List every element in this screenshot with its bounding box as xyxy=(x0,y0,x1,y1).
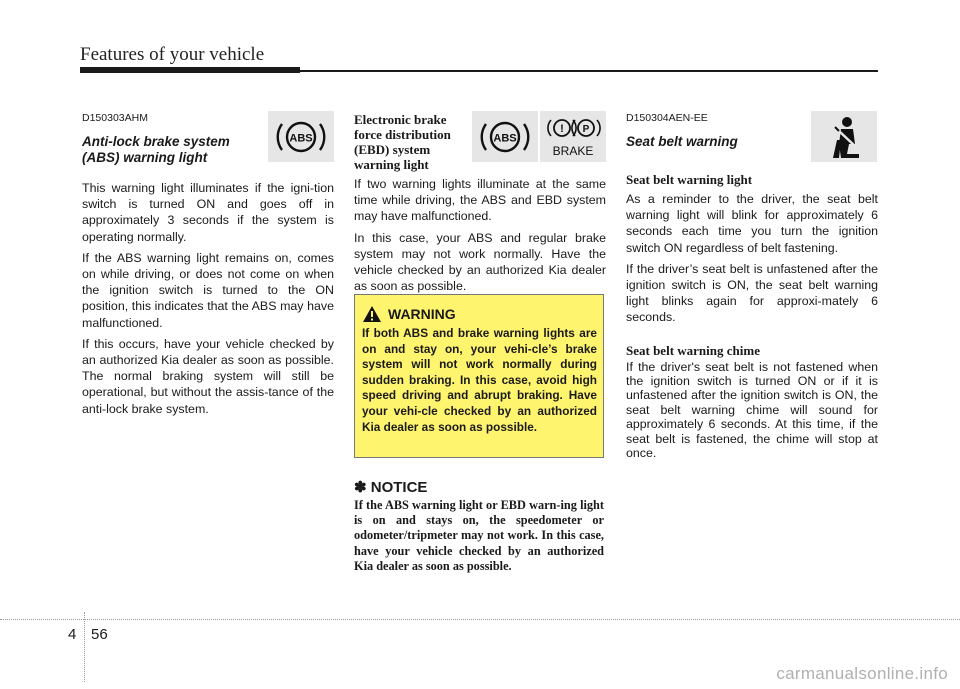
section-heading: Seat belt warning xyxy=(626,134,738,149)
header-rule-thick xyxy=(80,67,300,73)
chapter-number: 4 xyxy=(68,626,77,643)
paragraph: If the driver's seat belt is not fastened when the ignition switch is turned ON or if it is unfastened after the ignition switch is ON, the seat belt warning chime will sound for approximately 6 seconds. At this time, if the seat belt is fastened, the chime will stop at once. xyxy=(626,359,878,461)
notice-title: ✽ NOTICE xyxy=(354,479,428,496)
paragraph: If two warning lights illuminate at the same time while driving, the ABS and EBD system may have malfunctioned. xyxy=(354,177,606,224)
section-heading: Anti-lock brake system (ABS) warning light xyxy=(82,134,230,165)
paragraph: If the driver’s seat belt is unfastened after the ignition switch is ON, the seat belt warning light blinks again for approxi-mately 6 seconds. xyxy=(626,261,878,325)
abs-warning-icon xyxy=(472,111,538,162)
abs-warning-icon xyxy=(268,111,334,162)
page-header-title: Features of your vehicle xyxy=(80,44,265,65)
paragraph: This warning light illuminates if the igni-tion switch is turned ON and goes off in approximately 3 seconds if the system is operating normally. xyxy=(82,181,334,244)
footer-divider xyxy=(84,612,85,682)
footer-rule xyxy=(0,619,960,620)
warning-text: If both ABS and brake warning lights are on and stay on, your vehi-cle’s brake system will not work normally during sudden braking. In this case, avoid high speed driving and abrupt braking. Have your vehi-cle checked by an authorized Kia dealer as soon as possible. xyxy=(362,326,597,434)
section-heading: Electronic brake force distribution (EBD) system warning light xyxy=(354,112,451,172)
watermark: carmanualsonline.info xyxy=(776,664,948,683)
seat-belt-icon xyxy=(811,111,877,162)
svg-text:P: P xyxy=(582,123,590,135)
warning-box xyxy=(354,294,604,458)
svg-text:ABS: ABS xyxy=(289,132,313,144)
warning-title: WARNING xyxy=(388,306,456,322)
paragraph: If this occurs, have your vehicle checked by an authorized Kia dealer as soon as possible. The normal braking system will still be operational, but without the assis-tance of the anti-lock brake system. xyxy=(82,336,334,416)
notice-text: If the ABS warning light or EBD warn-ing light is on and stays on, the speedometer or odometer/tripmeter may not work. In this case, have your vehicle checked by an authorized Kia dealer as soon as possible. xyxy=(354,498,604,573)
header-rule-thin xyxy=(300,70,878,72)
subheading: Seat belt warning chime xyxy=(626,342,760,358)
paragraph: In this case, your ABS and regular brake system may not work normally. Have the vehicle checked by an authorized Kia dealer as soon as possible. xyxy=(354,230,606,294)
svg-text:!: ! xyxy=(560,122,564,135)
paragraph: As a reminder to the driver, the seat belt warning light will blink for approximately 6 seconds each time you turn the ignition switch ON regardless of belt fastening. xyxy=(626,192,878,255)
subheading: Seat belt warning light xyxy=(626,172,753,187)
section-code: D150303AHM xyxy=(82,112,148,124)
page-number: 56 xyxy=(91,626,108,643)
svg-text:ABS: ABS xyxy=(493,132,517,144)
section-code: D150304AEN-EE xyxy=(626,112,708,124)
brake-warning-icon xyxy=(540,111,606,162)
paragraph: If the ABS warning light remains on, comes on while driving, or does not come on when the ignition switch is turned to the ON position, this indicates that the ABS may have malfunctioned. xyxy=(82,250,334,330)
notice-section xyxy=(354,478,604,574)
warning-triangle-icon xyxy=(362,305,382,323)
svg-text:BRAKE: BRAKE xyxy=(552,143,594,158)
